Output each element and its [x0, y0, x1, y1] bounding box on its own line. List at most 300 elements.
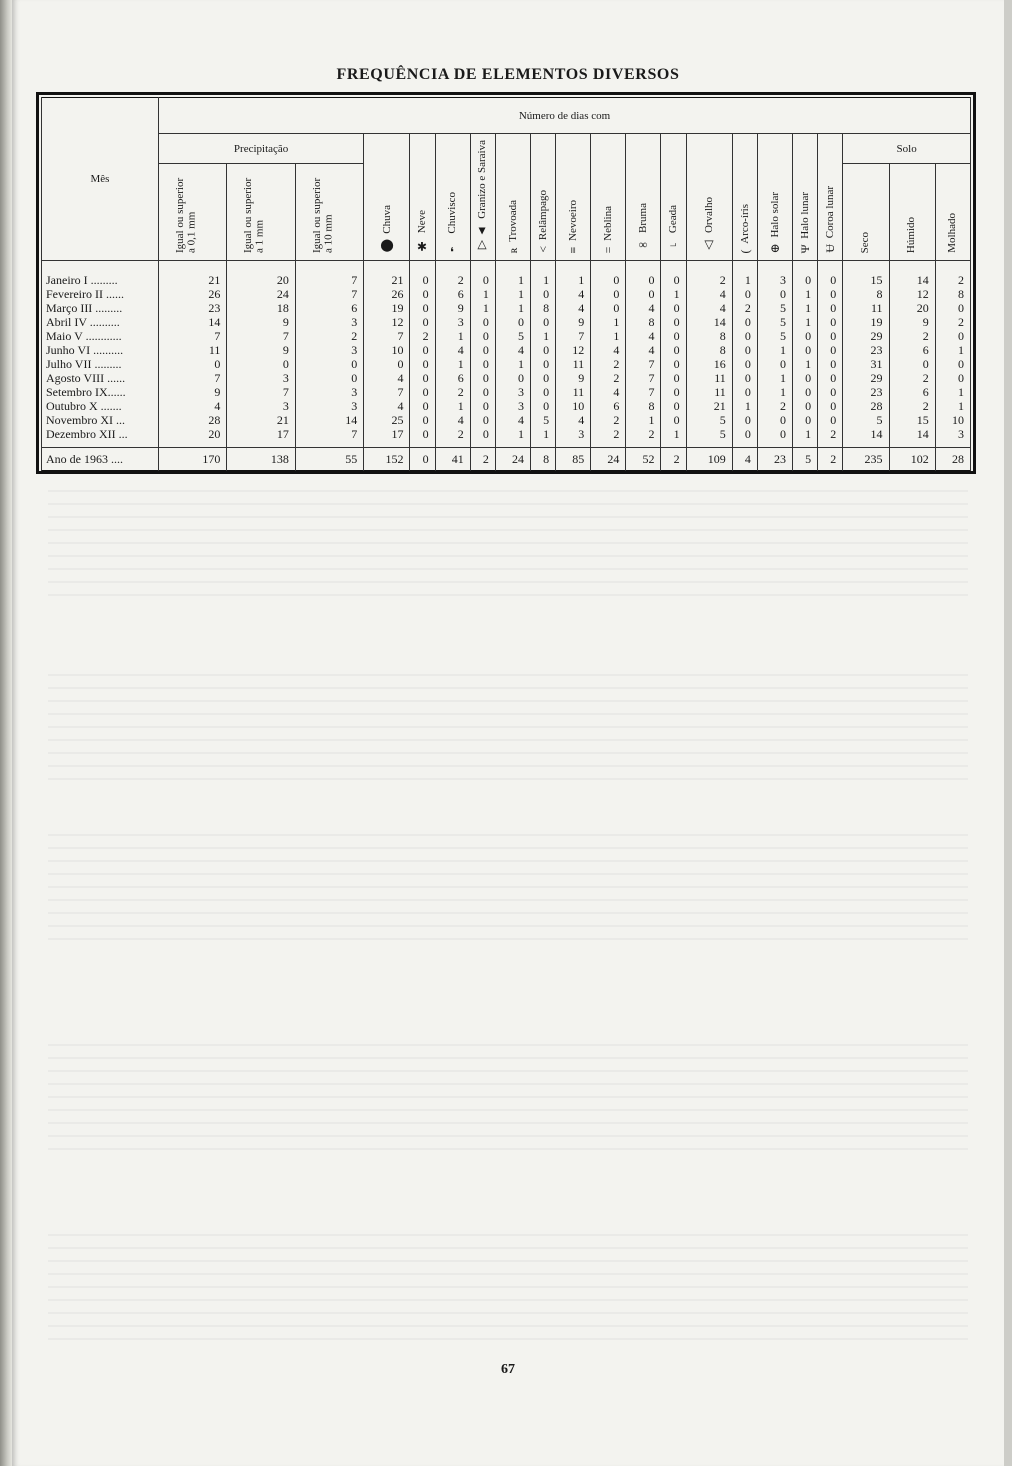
table-cell: 3 — [227, 399, 295, 413]
col-header: = Neblina — [591, 134, 626, 261]
table-cell: 2 — [410, 329, 435, 343]
table-cell: 16 — [686, 357, 732, 371]
table-cell: 9 — [889, 315, 935, 329]
table-cell: 2 — [935, 261, 970, 288]
table-cell: 235 — [843, 448, 889, 471]
table-cell: 5 — [686, 427, 732, 448]
table-cell: 7 — [364, 385, 410, 399]
table-cell: 0 — [530, 399, 555, 413]
col-header: ʀ Trovoada — [495, 134, 530, 261]
table-cell: 28 — [843, 399, 889, 413]
table-cell: 0 — [470, 261, 495, 288]
table-cell: 9 — [227, 315, 295, 329]
table-cell: 12 — [556, 343, 591, 357]
table-cell: 9 — [435, 301, 470, 315]
table-cell: 0 — [818, 343, 843, 357]
table-cell: 4 — [591, 385, 626, 399]
table-cell: 3 — [295, 343, 363, 357]
table-cell: 2 — [889, 329, 935, 343]
table-cell: 0 — [732, 329, 757, 343]
table-cell: 0 — [732, 371, 757, 385]
table-cell: 4 — [686, 301, 732, 315]
table-cell: 5 — [757, 329, 792, 343]
table-row — [42, 385, 971, 399]
table-cell: 8 — [686, 343, 732, 357]
month-label: Janeiro I ......... — [42, 261, 159, 288]
table-cell: 0 — [793, 371, 818, 385]
table-cell: 26 — [159, 287, 227, 301]
table-cell: 1 — [793, 301, 818, 315]
month-label: Fevereiro II ...... — [42, 287, 159, 301]
table-cell: 0 — [661, 413, 686, 427]
table-cell: 1 — [495, 261, 530, 288]
table-cell: 1 — [757, 385, 792, 399]
table-cell: 21 — [227, 413, 295, 427]
header-precipitacao: Precipitação — [159, 134, 364, 164]
table-cell: 4 — [364, 371, 410, 385]
table-cell: 1 — [793, 287, 818, 301]
table-cell: 14 — [159, 315, 227, 329]
table-cell: 0 — [530, 371, 555, 385]
table-cell: 0 — [818, 261, 843, 288]
table-cell: 7 — [295, 427, 363, 448]
header-mes: Mês — [42, 98, 159, 261]
table-cell: 2 — [591, 413, 626, 427]
table-cell: 4 — [556, 413, 591, 427]
table-cell: 1 — [530, 427, 555, 448]
table-cell: 8 — [686, 329, 732, 343]
month-label: Outubro X ....... — [42, 399, 159, 413]
col-header: Ʉ Coroa lunar — [818, 134, 843, 261]
table-cell: 7 — [364, 329, 410, 343]
table-cell: 0 — [732, 343, 757, 357]
show-through-table — [48, 486, 968, 596]
table-cell: 0 — [757, 287, 792, 301]
table-cell: 1 — [435, 329, 470, 343]
table-cell: 0 — [818, 357, 843, 371]
table-cell: 1 — [935, 343, 970, 357]
table-cell: 0 — [793, 385, 818, 399]
table-cell: 1 — [591, 329, 626, 343]
table-cell: 4 — [495, 343, 530, 357]
col-header: Igual ou superior a 10 mm — [295, 164, 363, 261]
table-cell: 102 — [889, 448, 935, 471]
show-through-table — [48, 1040, 968, 1150]
table-cell: 0 — [530, 315, 555, 329]
month-label: Março III ......... — [42, 301, 159, 315]
table-cell: 4 — [626, 329, 661, 343]
table-cell: 2 — [435, 261, 470, 288]
table-cell: 0 — [470, 315, 495, 329]
col-header: Húmido — [889, 164, 935, 261]
book-spine — [0, 0, 12, 1466]
table-cell: 1 — [495, 287, 530, 301]
show-through-table — [48, 670, 968, 780]
table-body — [42, 261, 971, 471]
table-cell: 4 — [435, 413, 470, 427]
table-cell: 0 — [818, 371, 843, 385]
table-cell: 28 — [935, 448, 970, 471]
table-cell: 8 — [530, 448, 555, 471]
table-cell: 2 — [295, 329, 363, 343]
table-cell: 19 — [843, 315, 889, 329]
table-row — [42, 301, 971, 315]
col-header: ∞ Bruma — [626, 134, 661, 261]
table-cell: 9 — [159, 385, 227, 399]
table-cell: 5 — [686, 413, 732, 427]
table-cell: 8 — [843, 287, 889, 301]
table-cell: 3 — [295, 315, 363, 329]
col-header: ≡ Nevoeiro — [556, 134, 591, 261]
table-cell: 14 — [889, 427, 935, 448]
table-cell: 7 — [626, 357, 661, 371]
table-cell: 2 — [889, 371, 935, 385]
table-cell: 1 — [591, 315, 626, 329]
table-row — [42, 413, 971, 427]
table-cell: 11 — [556, 357, 591, 371]
table-cell: 6 — [435, 287, 470, 301]
table-cell: 4 — [435, 343, 470, 357]
table-cell: 0 — [757, 413, 792, 427]
table-cell: 20 — [889, 301, 935, 315]
table-cell: 12 — [364, 315, 410, 329]
table-cell: 0 — [661, 399, 686, 413]
table-cell: 1 — [757, 343, 792, 357]
table-cell: 23 — [757, 448, 792, 471]
table-cell: 3 — [295, 399, 363, 413]
table-cell: 2 — [591, 357, 626, 371]
table-cell: 0 — [410, 399, 435, 413]
col-header: ⊕ Halo solar — [757, 134, 792, 261]
table-cell: 0 — [661, 329, 686, 343]
table-cell: 15 — [843, 261, 889, 288]
table-cell: 2 — [935, 315, 970, 329]
table-cell: 0 — [591, 287, 626, 301]
table-cell: 0 — [793, 413, 818, 427]
table-cell: 0 — [793, 329, 818, 343]
table-cell: 0 — [818, 315, 843, 329]
table-cell: 1 — [661, 427, 686, 448]
table-cell: 0 — [470, 413, 495, 427]
table-cell: 2 — [757, 399, 792, 413]
table-cell: 0 — [410, 371, 435, 385]
table-cell: 6 — [591, 399, 626, 413]
table-cell: 1 — [732, 261, 757, 288]
table-cell: 2 — [732, 301, 757, 315]
table-cell: 3 — [295, 385, 363, 399]
table-cell: 14 — [686, 315, 732, 329]
table-cell: 17 — [364, 427, 410, 448]
table-cell: 0 — [364, 357, 410, 371]
table-cell: 24 — [591, 448, 626, 471]
table-cell: 0 — [793, 343, 818, 357]
table-cell: 20 — [159, 427, 227, 448]
table-cell: 0 — [793, 399, 818, 413]
table-cell: 1 — [793, 427, 818, 448]
col-header: ⬤ Chuva — [364, 134, 410, 261]
table-cell: 0 — [935, 357, 970, 371]
table-cell: 0 — [889, 357, 935, 371]
table-cell: 4 — [556, 287, 591, 301]
table-cell: 4 — [556, 301, 591, 315]
table-cell: 9 — [556, 315, 591, 329]
table-cell: 0 — [530, 343, 555, 357]
table-row — [42, 448, 971, 471]
month-label: Novembro XI ... — [42, 413, 159, 427]
month-label: Abril IV .......... — [42, 315, 159, 329]
table-cell: 0 — [757, 427, 792, 448]
table-cell: 0 — [626, 287, 661, 301]
col-header: Seco — [843, 164, 889, 261]
table-cell: 1 — [661, 287, 686, 301]
table-cell: 5 — [757, 315, 792, 329]
table-cell: 0 — [495, 315, 530, 329]
table-cell: 0 — [626, 261, 661, 288]
table-cell: 1 — [470, 287, 495, 301]
table-cell: 11 — [556, 385, 591, 399]
table-row — [42, 343, 971, 357]
table-cell: 10 — [556, 399, 591, 413]
table-cell: 3 — [757, 261, 792, 288]
table-cell: 0 — [818, 385, 843, 399]
table-cell: 3 — [435, 315, 470, 329]
header-numero-dias: Número de dias com — [159, 98, 971, 134]
table-cell: 0 — [732, 315, 757, 329]
table-cell: 0 — [661, 343, 686, 357]
table-cell: 0 — [470, 427, 495, 448]
table-cell: 1 — [793, 315, 818, 329]
table-cell: 24 — [227, 287, 295, 301]
table-cell: 109 — [686, 448, 732, 471]
table-cell: 0 — [410, 427, 435, 448]
table-cell: 0 — [935, 371, 970, 385]
table-cell: 7 — [227, 385, 295, 399]
table-cell: 4 — [686, 287, 732, 301]
table-cell: 1 — [757, 371, 792, 385]
table-cell: 8 — [530, 301, 555, 315]
table-cell: 1 — [435, 399, 470, 413]
table-cell: 11 — [686, 371, 732, 385]
table-cell: 0 — [410, 287, 435, 301]
table-cell: 0 — [818, 413, 843, 427]
table-row — [42, 261, 971, 288]
table-cell: 5 — [843, 413, 889, 427]
table-cell: 7 — [159, 371, 227, 385]
table-cell: 14 — [295, 413, 363, 427]
frequency-table-frame — [36, 92, 976, 474]
table-row — [42, 357, 971, 371]
table-cell: 4 — [495, 413, 530, 427]
table-cell: 12 — [889, 287, 935, 301]
table-cell: 3 — [495, 385, 530, 399]
table-cell: 2 — [470, 448, 495, 471]
table-cell: 0 — [470, 329, 495, 343]
table-cell: 0 — [732, 357, 757, 371]
table-cell: 0 — [732, 385, 757, 399]
table-cell: 0 — [410, 315, 435, 329]
table-cell: 31 — [843, 357, 889, 371]
page-number: 67 — [501, 1362, 515, 1377]
table-cell: 0 — [591, 301, 626, 315]
table-cell: 14 — [889, 261, 935, 288]
table-cell: 5 — [495, 329, 530, 343]
col-header: ✱ Neve — [410, 134, 435, 261]
table-cell: 55 — [295, 448, 363, 471]
table-cell: 0 — [530, 385, 555, 399]
table-cell: 0 — [410, 385, 435, 399]
table-row — [42, 399, 971, 413]
table-cell: 0 — [661, 357, 686, 371]
col-header: ( Arco-íris — [732, 134, 757, 261]
table-cell: 4 — [626, 343, 661, 357]
show-through-table — [48, 1230, 968, 1340]
month-label: Julho VII ......... — [42, 357, 159, 371]
table-cell: 21 — [159, 261, 227, 288]
table-cell: 1 — [495, 301, 530, 315]
col-header: ▽▲ Granizo e Saraiva — [470, 134, 495, 261]
table-cell: 2 — [686, 261, 732, 288]
col-header: △ Orvalho — [686, 134, 732, 261]
table-cell: 1 — [470, 301, 495, 315]
table-cell: 0 — [661, 315, 686, 329]
table-cell: 9 — [556, 371, 591, 385]
table-cell: 1 — [935, 385, 970, 399]
table-cell: 1 — [935, 399, 970, 413]
page-title: FREQUÊNCIA DE ELEMENTOS DIVERSOS — [336, 66, 680, 83]
table-cell: 0 — [661, 371, 686, 385]
table-cell: 3 — [556, 427, 591, 448]
table-row — [42, 315, 971, 329]
month-label: Dezembro XII ... — [42, 427, 159, 448]
table-cell: 2 — [591, 427, 626, 448]
table-cell: 1 — [556, 261, 591, 288]
table-cell: 0 — [818, 399, 843, 413]
table-cell: 10 — [364, 343, 410, 357]
table-row — [42, 329, 971, 343]
table-cell: 9 — [227, 343, 295, 357]
table-cell: 11 — [159, 343, 227, 357]
table-cell: 0 — [935, 329, 970, 343]
table-cell: 0 — [732, 287, 757, 301]
table-cell: 3 — [935, 427, 970, 448]
table-cell: 8 — [626, 399, 661, 413]
table-cell: 23 — [843, 343, 889, 357]
table-cell: 0 — [470, 357, 495, 371]
show-through-table — [48, 830, 968, 940]
table-cell: 7 — [295, 261, 363, 288]
table-cell: 0 — [732, 427, 757, 448]
table-cell: 0 — [732, 413, 757, 427]
table-cell: 1 — [732, 399, 757, 413]
table-cell: 0 — [470, 371, 495, 385]
col-header: Ψ Halo lunar — [793, 134, 818, 261]
table-cell: 2 — [818, 427, 843, 448]
table-cell: 0 — [410, 261, 435, 288]
table-cell: 2 — [661, 448, 686, 471]
table-cell: 0 — [818, 329, 843, 343]
table-cell: 10 — [935, 413, 970, 427]
table-cell: 5 — [530, 413, 555, 427]
table-row — [42, 371, 971, 385]
table-cell: 4 — [732, 448, 757, 471]
table-cell: 4 — [159, 399, 227, 413]
table-cell: 6 — [295, 301, 363, 315]
table-cell: 1 — [495, 427, 530, 448]
table-cell: 14 — [843, 427, 889, 448]
table-cell: 4 — [591, 343, 626, 357]
col-header: Molhado — [935, 164, 970, 261]
table-cell: 6 — [435, 371, 470, 385]
header-solo: Solo — [843, 134, 971, 164]
table-cell: 0 — [818, 301, 843, 315]
table-cell: 3 — [227, 371, 295, 385]
table-cell: 0 — [935, 301, 970, 315]
table-cell: 0 — [495, 371, 530, 385]
table-cell: 29 — [843, 329, 889, 343]
table-cell: 2 — [435, 385, 470, 399]
table-cell: 152 — [364, 448, 410, 471]
table-cell: 0 — [591, 261, 626, 288]
table-cell: 17 — [227, 427, 295, 448]
table-cell: 11 — [843, 301, 889, 315]
table-cell: 8 — [935, 287, 970, 301]
table-cell: 5 — [757, 301, 792, 315]
frequency-table — [41, 97, 971, 471]
table-cell: 18 — [227, 301, 295, 315]
table-cell: 21 — [364, 261, 410, 288]
table-cell: 24 — [495, 448, 530, 471]
table-cell: 21 — [686, 399, 732, 413]
table-cell: 0 — [470, 399, 495, 413]
table-cell: 1 — [530, 329, 555, 343]
table-cell: 20 — [227, 261, 295, 288]
col-header: Igual ou superior a 1 mm — [227, 164, 295, 261]
table-cell: 2 — [591, 371, 626, 385]
table-cell: 2 — [889, 399, 935, 413]
table-cell: 8 — [626, 315, 661, 329]
document-page — [12, 0, 1004, 1466]
table-cell: 7 — [295, 287, 363, 301]
table-cell: 41 — [435, 448, 470, 471]
table-cell: 0 — [470, 385, 495, 399]
table-cell: 0 — [793, 261, 818, 288]
table-cell: 25 — [364, 413, 410, 427]
table-cell: 3 — [495, 399, 530, 413]
table-cell: 7 — [227, 329, 295, 343]
table-cell: 1 — [530, 261, 555, 288]
table-cell: 0 — [410, 343, 435, 357]
table-cell: 0 — [470, 343, 495, 357]
table-cell: 4 — [364, 399, 410, 413]
table-cell: 2 — [435, 427, 470, 448]
month-label: Maio V ............ — [42, 329, 159, 343]
table-cell: 0 — [530, 357, 555, 371]
table-cell: 19 — [364, 301, 410, 315]
table-cell: 6 — [889, 385, 935, 399]
table-cell: 0 — [661, 261, 686, 288]
table-cell: 4 — [626, 301, 661, 315]
table-cell: 1 — [435, 357, 470, 371]
table-row — [42, 427, 971, 448]
table-cell: 0 — [227, 357, 295, 371]
table-cell: 5 — [793, 448, 818, 471]
table-cell: 0 — [410, 357, 435, 371]
table-cell: 26 — [364, 287, 410, 301]
table-cell: 85 — [556, 448, 591, 471]
table-cell: 0 — [410, 301, 435, 315]
table-cell: 23 — [843, 385, 889, 399]
table-cell: 0 — [410, 448, 435, 471]
